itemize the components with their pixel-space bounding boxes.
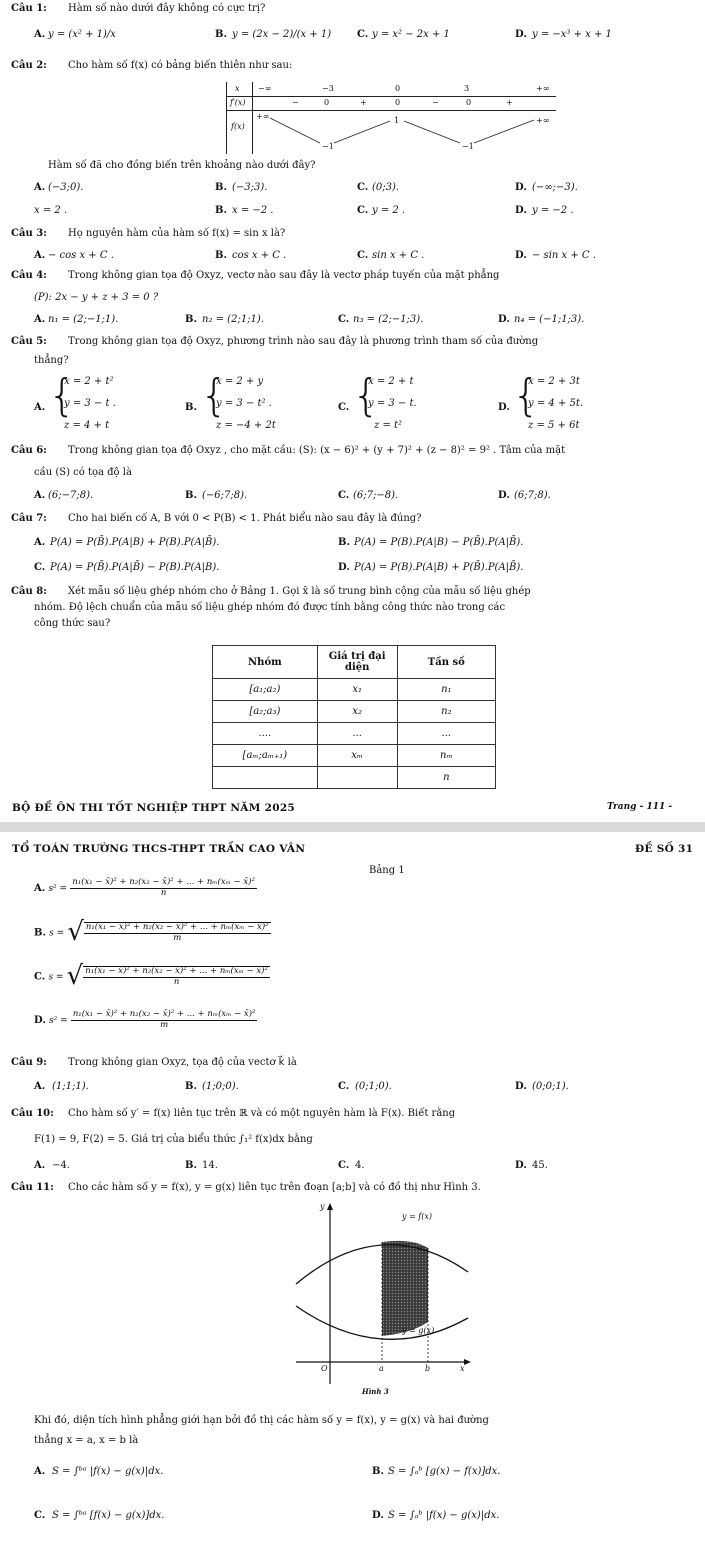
- q5-b-line-2: y = 3 − t² .: [216, 398, 272, 409]
- q11-label: Câu 11:: [11, 1182, 54, 1193]
- q9-option-d: (0;0;1).: [532, 1081, 569, 1092]
- q6-option-a-key: A.: [34, 490, 46, 501]
- table-header-group: Nhóm: [213, 646, 318, 679]
- q5-text: Trong không gian tọa độ Oxyz, phương trình nào sau đây là phương trình tham số của đường: [68, 336, 539, 347]
- q1-option-c-key: C.: [357, 29, 369, 40]
- q2-extra-d-key: D.: [515, 205, 527, 216]
- q2-option-d: (−∞;−3).: [532, 182, 578, 193]
- q7-option-b: P(A) = P(B).P(A|B) − P(B̄).P(A|B̄).: [354, 537, 524, 548]
- q8-d-numerator: n₁(x₁ − x̄)² + n₂(x₂ − x̄)² + ... + nₘ(xₘ − x̄)²: [72, 1009, 256, 1019]
- q8-d-fraction: [71, 1010, 258, 1031]
- sqrt-icon: √: [67, 917, 84, 947]
- arrow-up-2: [474, 120, 534, 143]
- q10-text: Cho hàm số y′ = f(x) liên tục trên ℝ và có một nguyên hàm là F(x). Biết rằng: [68, 1108, 456, 1119]
- q11-option-c: S = ∫ᵇᵃ [f(x) − g(x)]dx.: [52, 1510, 165, 1521]
- q8-a-numerator: n₁(x₁ − x̄)² + n₂(x₂ − x̄)² + ... + nₘ(xₘ − x̄)²: [72, 877, 255, 887]
- q7-option-a-key: A.: [34, 537, 46, 548]
- q8-c-lhs: s =: [48, 972, 64, 983]
- fig-f-label: y = f(x): [402, 1212, 433, 1221]
- q1-option-d-key: D.: [515, 29, 527, 40]
- q2-option-c-key: C.: [357, 182, 369, 193]
- q8-text-2: nhóm. Độ lệch chuẩn của mẫu số liệu ghép nhóm đó được tính bằng công thức nào trong các: [34, 602, 506, 613]
- q2-option-b: (−3;3).: [232, 182, 268, 193]
- q9-option-d-key: D.: [515, 1081, 527, 1092]
- vt-zero-3: 0: [466, 98, 472, 107]
- q10-label: Câu 10:: [11, 1108, 54, 1119]
- q10-option-d: 45.: [532, 1160, 548, 1171]
- fig-x-label: x: [460, 1364, 465, 1373]
- q10-option-c: 4.: [355, 1160, 365, 1171]
- q2-extra-a: x = 2 .: [34, 205, 68, 216]
- q9-option-a: (1;1;1).: [52, 1081, 89, 1092]
- table-cell: [317, 767, 397, 789]
- q7-option-a: P(A) = P(B̄).P(A|B) + P(B).P(A|B̄).: [50, 537, 220, 548]
- shaded-region: [382, 1241, 428, 1336]
- q4-option-c: n₃ = (2;−1;3).: [353, 314, 424, 325]
- q11-option-d-key: D.: [372, 1510, 384, 1521]
- q8-b-numerator: n₁(x₁ − x̄)² + n₂(x₂ − x̄)² + ... + nₘ(xₘ − x̄)²: [85, 922, 269, 933]
- table-cell: x₁: [317, 679, 397, 701]
- arrow-up-1: [334, 121, 390, 143]
- q11-option-a-key: A.: [34, 1466, 46, 1477]
- q6-option-a: (6;−7;8).: [48, 490, 94, 501]
- vt-zero-2: 0: [395, 98, 401, 107]
- table-cell: xₘ: [317, 745, 397, 767]
- q9-option-c: (0;1;0).: [355, 1081, 392, 1092]
- q5-b-line-3: z = −4 + 2t: [216, 420, 276, 431]
- table-cell: n₁: [397, 679, 495, 701]
- q7-option-c: P(A) = P(B̄).P(A|B̄) − P(B).P(A|B).: [50, 562, 220, 573]
- q4-option-d-key: D.: [498, 314, 510, 325]
- q4-option-b-key: B.: [185, 314, 197, 325]
- vt-x-3: 3: [464, 84, 470, 93]
- q7-option-b-key: B.: [338, 537, 350, 548]
- table-cell: ....: [213, 723, 318, 745]
- q9-text: Trong không gian Oxyz, tọa độ của vectơ k⃗ là: [68, 1057, 297, 1068]
- q1-option-b: y = (2x − 2)/(x + 1): [232, 29, 332, 40]
- table-cell: ...: [397, 723, 495, 745]
- q11-text: Cho các hàm số y = f(x), y = g(x) liên tục trên đoạn [a;b] và có đồ thị như Hình 3.: [68, 1182, 481, 1193]
- vt-x-minus-inf: −∞: [258, 84, 272, 93]
- q5-label: Câu 5:: [11, 336, 47, 347]
- q6-option-b: (−6;7;8).: [202, 490, 248, 501]
- q10-option-a-key: A.: [34, 1160, 46, 1171]
- table-cell: n: [397, 767, 495, 789]
- q8-d-denominator: m: [160, 1019, 169, 1030]
- q3-option-c: sin x + C .: [372, 250, 425, 261]
- table-row: [213, 767, 496, 789]
- fig-origin-label: O: [321, 1364, 328, 1373]
- exam-number: ĐỀ SỐ 31: [635, 843, 694, 855]
- q2-extra-c: y = 2 .: [372, 205, 406, 216]
- q5-a-line-1: x = 2 + t²: [64, 376, 114, 387]
- q4-option-a-key: A.: [34, 314, 46, 325]
- grouped-data-table: [212, 645, 496, 789]
- table-cell: [aₘ;aₘ₊₁): [213, 745, 318, 767]
- q8-b-fraction: [84, 922, 271, 944]
- q2-option-c: (0;3).: [372, 182, 400, 193]
- q8-option-c-key: C.: [34, 971, 46, 983]
- vt-f-neg1-b: −1: [462, 142, 474, 151]
- q2-option-d-key: D.: [515, 182, 527, 193]
- q4-option-c-key: C.: [338, 314, 350, 325]
- q6-option-b-key: B.: [185, 490, 197, 501]
- q8-a-denominator: n: [160, 887, 167, 898]
- vt-fprime-label: f′(x): [230, 98, 246, 107]
- q11-option-c-key: C.: [34, 1510, 46, 1521]
- q4-option-a: n₁ = (2;−1;1).: [48, 314, 119, 325]
- q8-option-b: [34, 918, 271, 948]
- brace-icon: {: [512, 370, 540, 421]
- q1-option-b-key: B.: [215, 29, 227, 40]
- vt-f-neg1-a: −1: [322, 142, 334, 151]
- q8-option-b-key: B.: [34, 927, 46, 939]
- q7-option-d-key: D.: [338, 562, 350, 573]
- q6-option-c-key: C.: [338, 490, 350, 501]
- q4-option-d: n₄ = (−1;1;3).: [514, 314, 585, 325]
- q11-option-a: S = ∫ᵇᵃ |f(x) − g(x)|dx.: [52, 1466, 164, 1477]
- table-cell: nₘ: [397, 745, 495, 767]
- q6-option-d: (6;7;8).: [514, 490, 551, 501]
- vt-f-label: f(x): [231, 122, 245, 131]
- q1-option-a: y = (x² + 1)/x: [48, 29, 116, 40]
- table-cell: n₂: [397, 701, 495, 723]
- q8-a-lhs: s² =: [48, 883, 68, 894]
- page-footer-title: BỘ ĐỀ ÔN THI TỐT NGHIỆP THPT NĂM 2025: [12, 802, 296, 814]
- q1-option-c: y = x² − 2x + 1: [372, 29, 450, 40]
- q1-option-d: y = −x³ + x + 1: [532, 29, 612, 40]
- arrow-down-1: [270, 118, 320, 143]
- q8-c-fraction: [83, 966, 270, 988]
- q5-option-d-key: D.: [498, 402, 510, 413]
- q2-extra-d: y = −2 .: [532, 205, 574, 216]
- q10-option-b-key: B.: [185, 1160, 197, 1171]
- q1-option-a-key: A.: [34, 29, 46, 40]
- q8-a-fraction: [70, 878, 257, 899]
- q2-question: Hàm số đã cho đồng biến trên khoảng nào dưới đây?: [48, 160, 316, 171]
- q5-option-c-key: C.: [338, 402, 350, 413]
- q7-label: Câu 7:: [11, 513, 47, 524]
- q3-option-d: − sin x + C .: [532, 250, 596, 261]
- vt-f-1: 1: [394, 116, 400, 125]
- fig-b-label: b: [425, 1364, 431, 1373]
- table-cell: [a₁;a₂): [213, 679, 318, 701]
- table-row: [213, 701, 496, 723]
- q3-option-c-key: C.: [357, 250, 369, 261]
- vt-x-neg3: −3: [322, 84, 334, 93]
- arrow-down-2: [404, 121, 460, 143]
- q8-label: Câu 8:: [11, 586, 47, 597]
- q2-label: Câu 2:: [11, 60, 47, 71]
- q3-option-d-key: D.: [515, 250, 527, 261]
- q6-label: Câu 6:: [11, 445, 47, 456]
- q11-option-b: S = ∫ₐᵇ [g(x) − f(x)]dx.: [388, 1466, 501, 1477]
- q5-c-line-2: y = 3 − t.: [368, 398, 417, 409]
- fig-y-label: y: [320, 1202, 325, 1211]
- q8-b-lhs: s =: [49, 928, 65, 939]
- q5-a-line-3: z = 4 + t: [64, 420, 110, 431]
- page-header-title: TỔ TOÁN TRƯỜNG THCS-THPT TRẦN CAO VÂN: [12, 843, 306, 855]
- table-cell: [a₂;a₃): [213, 701, 318, 723]
- q10-option-a: −4.: [52, 1160, 70, 1171]
- table-row: [213, 723, 496, 745]
- q10-option-b: 14.: [202, 1160, 218, 1171]
- q11-option-d: S = ∫ₐᵇ |f(x) − g(x)|dx.: [388, 1510, 500, 1521]
- q9-option-b-key: B.: [185, 1081, 197, 1092]
- q2-option-a: (−3;0).: [48, 182, 84, 193]
- q10-text-2: F(1) = 9, F(2) = 5. Giá trị của biểu thức ∫₁² f(x)dx bằng: [34, 1134, 313, 1145]
- q3-option-a: − cos x + C .: [48, 250, 114, 261]
- q11-text-3: thẳng x = a, x = b là: [34, 1435, 139, 1446]
- variation-arrows: [226, 82, 556, 154]
- q11-text-2: Khi đó, diện tích hình phẳng giới hạn bởi đồ thị các hàm số y = f(x), y = g(x) và hai đường: [34, 1415, 489, 1426]
- brace-icon: {: [200, 370, 228, 421]
- q8-option-d-key: D.: [34, 1014, 46, 1026]
- q5-option-a-key: A.: [34, 402, 46, 413]
- q6-option-c: (6;7;−8).: [353, 490, 399, 501]
- q6-option-d-key: D.: [498, 490, 510, 501]
- q10-option-d-key: D.: [515, 1160, 527, 1171]
- vt-zero-1: 0: [324, 98, 330, 107]
- table-row: [213, 679, 496, 701]
- sqrt-icon: √: [66, 961, 84, 991]
- q7-text: Cho hai biến cố A, B với 0 < P(B) < 1. Phát biểu nào sau đây là đúng?: [68, 513, 422, 524]
- q1-label: Câu 1:: [11, 3, 47, 14]
- q3-option-b-key: B.: [215, 250, 227, 261]
- q5-option-b-key: B.: [185, 402, 197, 413]
- q5-d-line-3: z = 5 + 6t: [528, 420, 580, 431]
- vt-sign-1: −: [292, 98, 299, 107]
- table-cell: [213, 767, 318, 789]
- q2-text: Cho hàm số f(x) có bảng biến thiên như sau:: [68, 60, 293, 71]
- table-cell: x₂: [317, 701, 397, 723]
- q8-option-d: [34, 1010, 257, 1031]
- table-caption: Bảng 1: [369, 865, 405, 876]
- q9-option-a-key: A.: [34, 1081, 46, 1092]
- q6-text-2: cầu (S) có tọa độ là: [34, 467, 132, 478]
- page-number: Trang - 111 -: [607, 802, 673, 812]
- q8-d-lhs: s² =: [48, 1015, 68, 1026]
- fig-g-label: y = g(x): [402, 1326, 435, 1335]
- q8-b-denominator: m: [173, 932, 182, 943]
- table-header-value: Giá trị đại diện: [317, 646, 397, 679]
- variation-table: [226, 82, 556, 154]
- q9-label: Câu 9:: [11, 1057, 47, 1068]
- q8-c-denominator: n: [173, 976, 180, 987]
- q5-text-2: thẳng?: [34, 355, 69, 366]
- q6-text: Trong không gian tọa độ Oxyz , cho mặt cầu: (S): (x − 6)² + (y + 7)² + (z − 8)² = 9² . Tâm của mặt: [68, 445, 566, 456]
- q9-option-b: (1;0;0).: [202, 1081, 239, 1092]
- q4-text: Trong không gian tọa độ Oxyz, vectơ nào sau đây là vectơ pháp tuyến của mặt phẳng: [68, 270, 500, 281]
- q5-d-line-2: y = 4 + 5t.: [528, 398, 584, 409]
- vt-f-plus-inf-right: +∞: [536, 116, 550, 125]
- x-axis-arrow-icon: [464, 1359, 471, 1365]
- y-axis-arrow-icon: [327, 1203, 333, 1210]
- table-cell: ...: [317, 723, 397, 745]
- page-separator: [0, 822, 705, 832]
- q3-label: Câu 3:: [11, 228, 47, 239]
- vt-f-plus-inf-left: +∞: [256, 112, 270, 121]
- brace-icon: {: [48, 370, 76, 421]
- q7-option-d: P(A) = P(B).P(A|B) + P(B̄).P(A|B̄).: [354, 562, 524, 573]
- q4-label: Câu 4:: [11, 270, 47, 281]
- q2-extra-b: x = −2 .: [232, 205, 274, 216]
- q5-c-line-1: x = 2 + t: [368, 376, 414, 387]
- q5-c-line-3: z = t²: [374, 420, 403, 431]
- q8-option-c: [34, 962, 270, 992]
- q3-option-a-key: A.: [34, 250, 46, 261]
- q2-extra-c-key: C.: [357, 205, 369, 216]
- vt-x-plus-inf: +∞: [536, 84, 550, 93]
- vt-sign-4: +: [506, 98, 513, 107]
- q1-text: Hàm số nào dưới đây không có cực trị?: [68, 3, 266, 14]
- vt-x-label: x: [235, 84, 240, 93]
- q4-text-2: (P): 2x − y + z + 3 = 0 ?: [34, 292, 159, 303]
- q5-a-line-2: y = 3 − t .: [64, 398, 116, 409]
- q8-text-3: công thức sau?: [34, 618, 111, 629]
- q10-option-c-key: C.: [338, 1160, 350, 1171]
- figure-hinh-3: [292, 1202, 472, 1402]
- q7-option-c-key: C.: [34, 562, 46, 573]
- q2-option-b-key: B.: [215, 182, 227, 193]
- brace-icon: {: [352, 370, 380, 421]
- q3-text: Họ nguyên hàm của hàm số f(x) = sin x là?: [68, 228, 286, 239]
- q4-option-b: n₂ = (2;1;1).: [202, 314, 264, 325]
- q2-option-a-key: A.: [34, 182, 46, 193]
- q5-b-line-1: x = 2 + y: [216, 376, 264, 387]
- table-row: [213, 745, 496, 767]
- q3-option-b: cos x + C .: [232, 250, 287, 261]
- table-header-frequency: Tần số: [397, 646, 495, 679]
- q8-option-a: [34, 878, 257, 899]
- q9-option-c-key: C.: [338, 1081, 350, 1092]
- vt-x-0: 0: [395, 84, 401, 93]
- q8-option-a-key: A.: [34, 882, 46, 894]
- figure-caption: Hình 3: [362, 1387, 389, 1396]
- q5-d-line-1: x = 2 + 3t: [528, 376, 580, 387]
- q11-option-b-key: B.: [372, 1466, 384, 1477]
- fig-a-label: a: [379, 1364, 384, 1373]
- vt-sign-3: −: [432, 98, 439, 107]
- q8-c-numerator: n₁(x₁ − x̄)² + n₂(x₂ − x̄)² + ... + nₘ(xₘ − x̄)²: [85, 966, 268, 977]
- vt-sign-2: +: [360, 98, 367, 107]
- q2-extra-b-key: B.: [215, 205, 227, 216]
- q8-text: Xét mẫu số liệu ghép nhóm cho ở Bảng 1. Gọi x̄ là số trung bình cộng của mẫu số liệu ghép: [68, 586, 531, 597]
